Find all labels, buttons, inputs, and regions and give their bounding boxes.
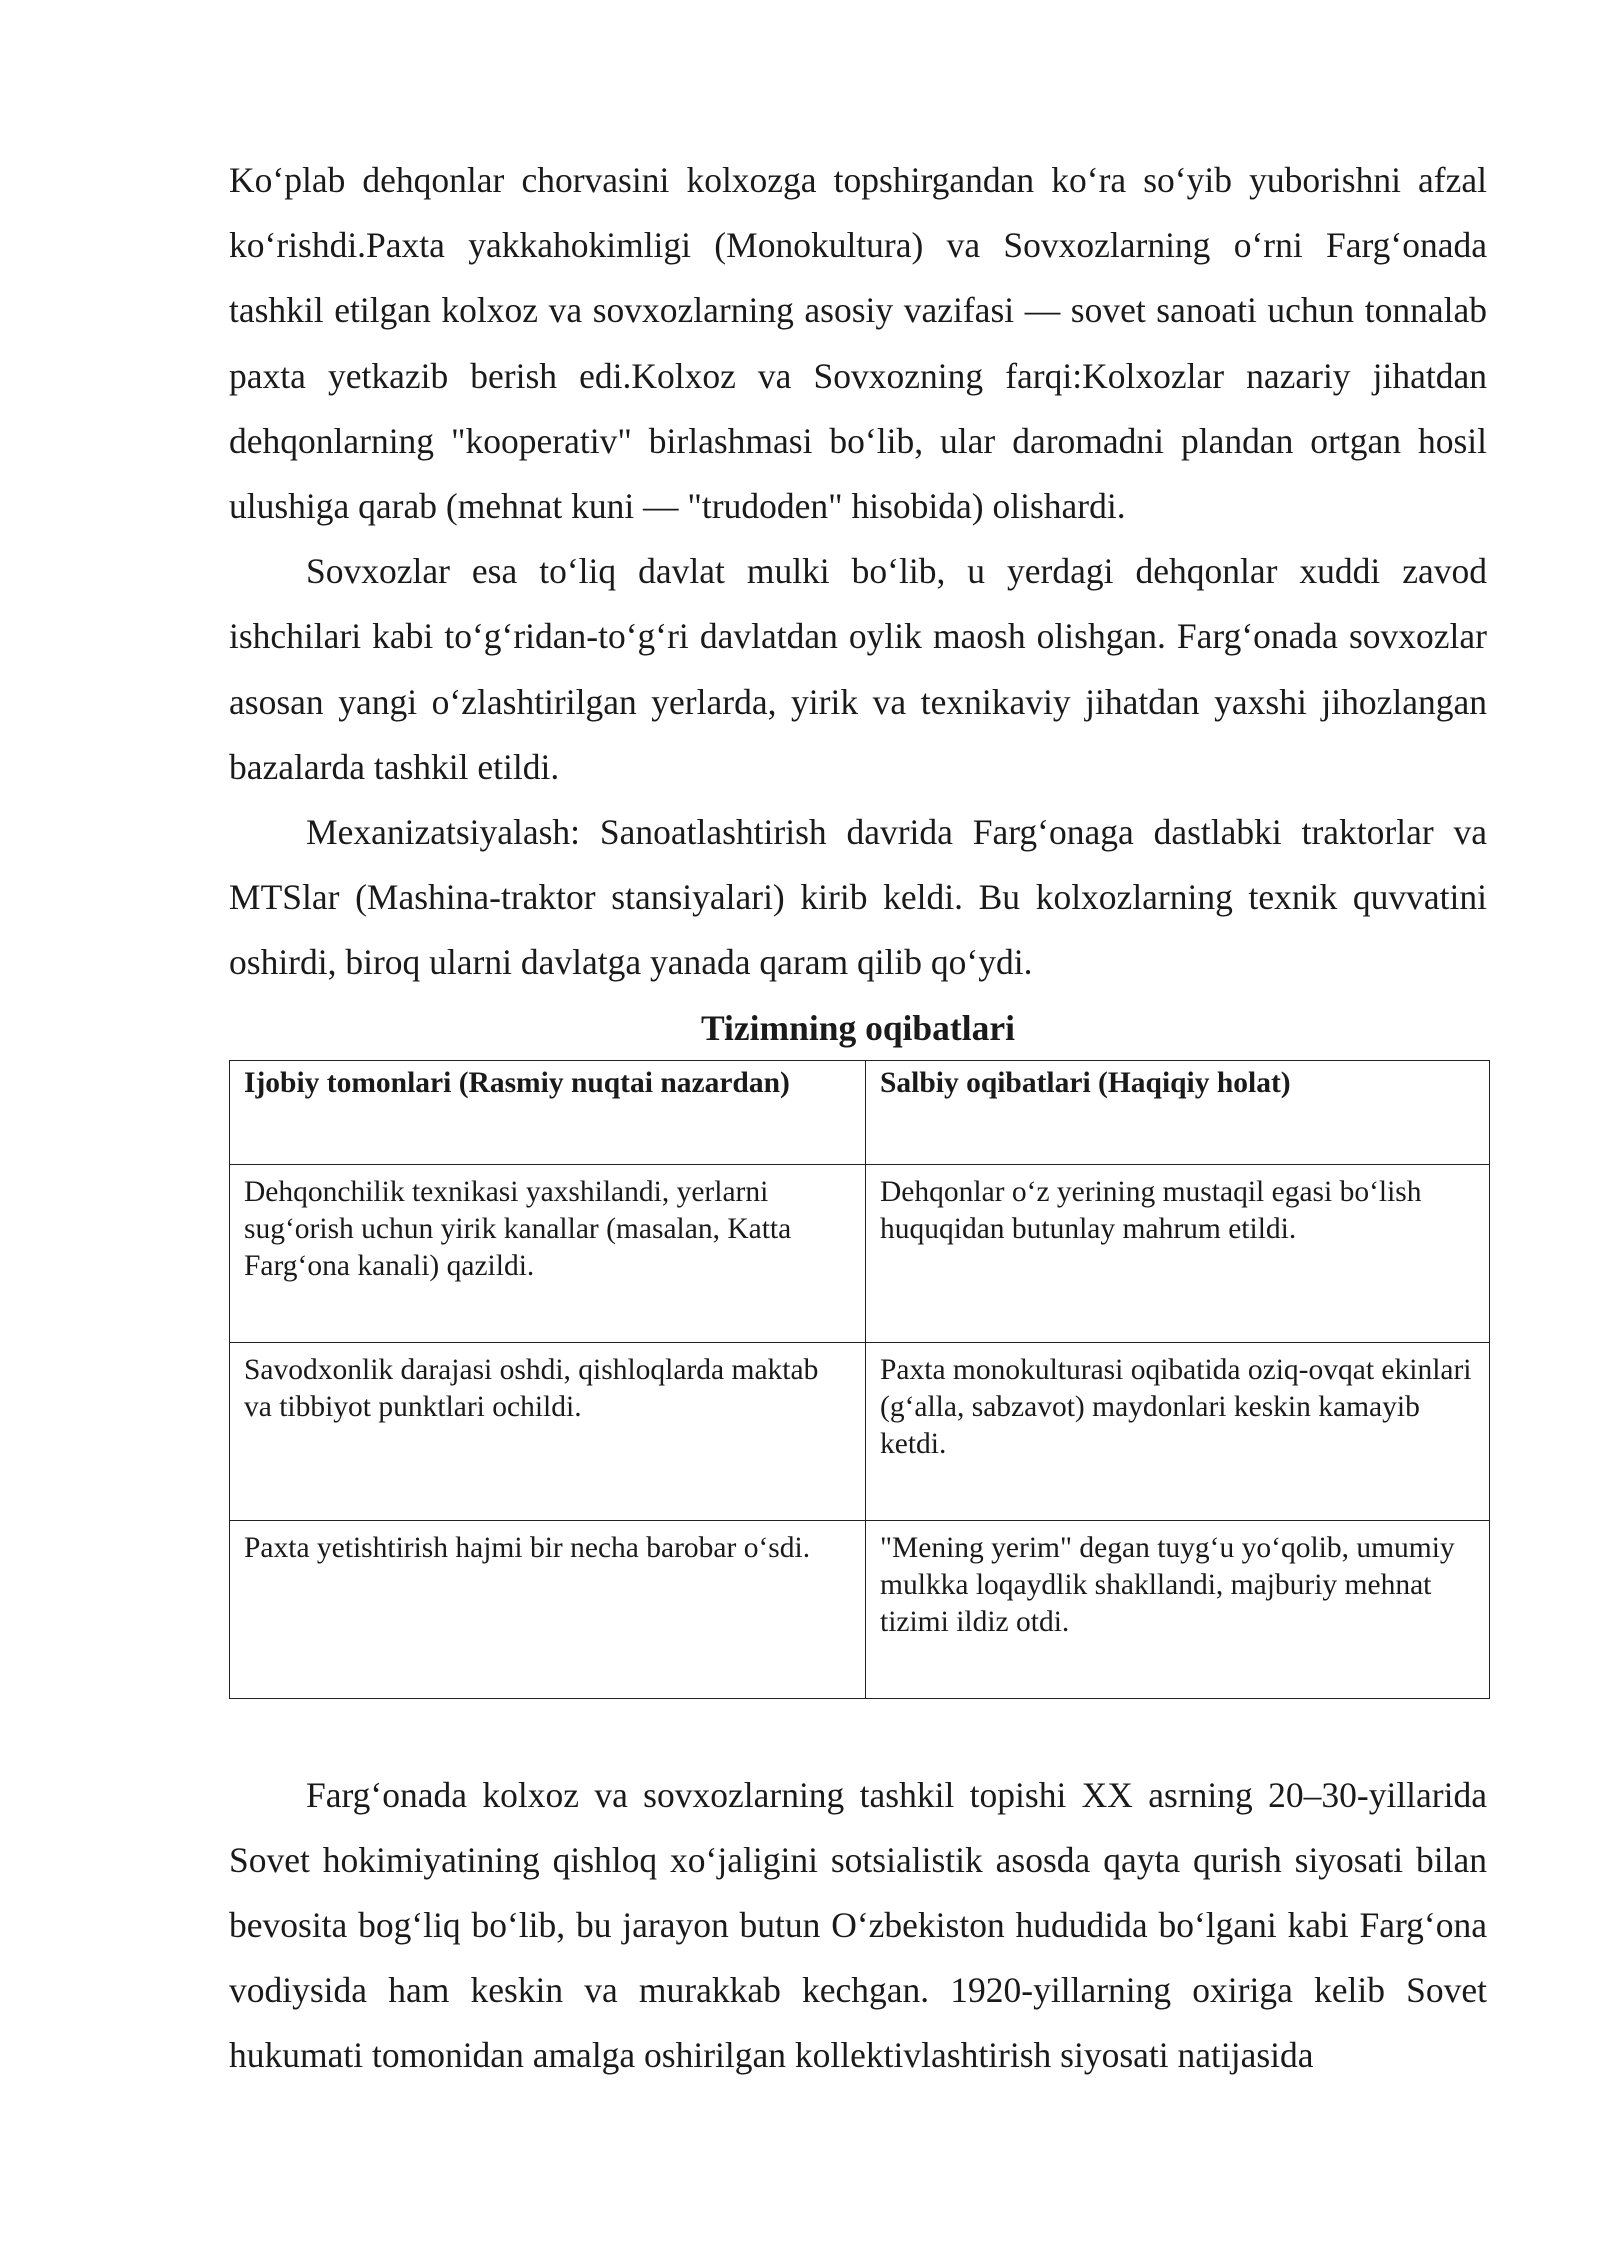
table-cell: Dehqonchilik texnikasi yaxshilandi, yerlarni sug‘orish uchun yirik kanallar (masalan, Katta Farg‘ona kanali) qazildi. [230, 1164, 866, 1342]
body-paragraph: Ko‘plab dehqonlar chorvasini kolxozga topshirgandan ko‘ra so‘yib yuborishni afzal ko‘rishdi.Paxta yakkahokimligi (Monokultura) va Sovxozlarning o‘rni Farg‘onada tashkil etilgan kolxoz va sovxozlarning asosiy vazifasi — sovet sanoati uchun tonnalab paxta yetkazib berish edi.Kolxoz va Sovxozning farqi:Kolxozlar nazariy jihatdan dehqonlarning "kooperativ" birlashmasi bo‘lib, ular daromadni plandan ortgan hosil ulushiga qarab (mehnat kuni — "trudoden" hisobida) olishardi. [229, 160, 1487, 527]
body-paragraph: Mexanizatsiyalash: Sanoatlashtirish davrida Farg‘onaga dastlabki traktorlar va MTSlar (Mashina-traktor stansiyalari) kirib keldi. Bu kolxozlarning texnik quvvatini oshirdi, biroq ularni davlatga yanada qaram qilib qo‘ydi. [229, 812, 1487, 983]
table-row [230, 1342, 1490, 1520]
table-title: Tizimning oqibatlari [701, 1007, 1015, 1048]
table-row [230, 1520, 1490, 1698]
table-row [230, 1164, 1490, 1342]
table-cell: "Mening yerim" degan tuyg‘u yo‘qolib, umumiy mulkka loqaydlik shakllandi, majburiy mehnat tizimi ildiz otdi. [866, 1520, 1490, 1698]
table-cell: Dehqonlar o‘z yerining mustaqil egasi bo‘lish huquqidan butunlay mahrum etildi. [866, 1164, 1490, 1342]
column-header-negative: Salbiy oqibatlari (Haqiqiy holat) [866, 1060, 1490, 1164]
table-cell: Paxta monokulturasi oqibatida oziq-ovqat ekinlari (g‘alla, sabzavot) maydonlari keskin kamayib ketdi. [866, 1342, 1490, 1520]
column-header-positive: Ijobiy tomonlari (Rasmiy nuqtai nazardan) [230, 1060, 866, 1164]
consequences-table [229, 1060, 1490, 1699]
spacer [229, 1699, 1487, 1763]
table-cell: Savodxonlik darajasi oshdi, qishloqlarda maktab va tibbiyot punktlari ochildi. [230, 1342, 866, 1520]
table-cell: Paxta yetishtirish hajmi bir necha barobar o‘sdi. [230, 1520, 866, 1698]
body-paragraph: Sovxozlar esa to‘liq davlat mulki bo‘lib, u yerdagi dehqonlar xuddi zavod ishchilari kabi to‘g‘ridan-to‘g‘ri davlatdan oylik maosh olishgan. Farg‘onada sovxozlar asosan yangi o‘zlashtirilgan yerlarda, yirik va texnikaviy jihatdan yaxshi jihozlangan bazalarda tashkil etildi. [229, 551, 1487, 787]
table-header-row [230, 1060, 1490, 1164]
document-page [229, 148, 1487, 2089]
body-paragraph: Farg‘onada kolxoz va sovxozlarning tashkil topishi XX asrning 20–30-yillarida Sovet hokimiyatining qishloq xo‘jaligini sotsialistik asosda qayta qurish siyosati bilan bevosita bog‘liq bo‘lib, bu jarayon butun O‘zbekiston hududida bo‘lgani kabi Farg‘ona vodiysida ham keskin va murakkab kechgan. 1920-yillarning oxiriga kelib Sovet hukumati tomonidan amalga oshirilgan kollektivlashtirish siyosati natijasida [229, 1774, 1487, 2076]
